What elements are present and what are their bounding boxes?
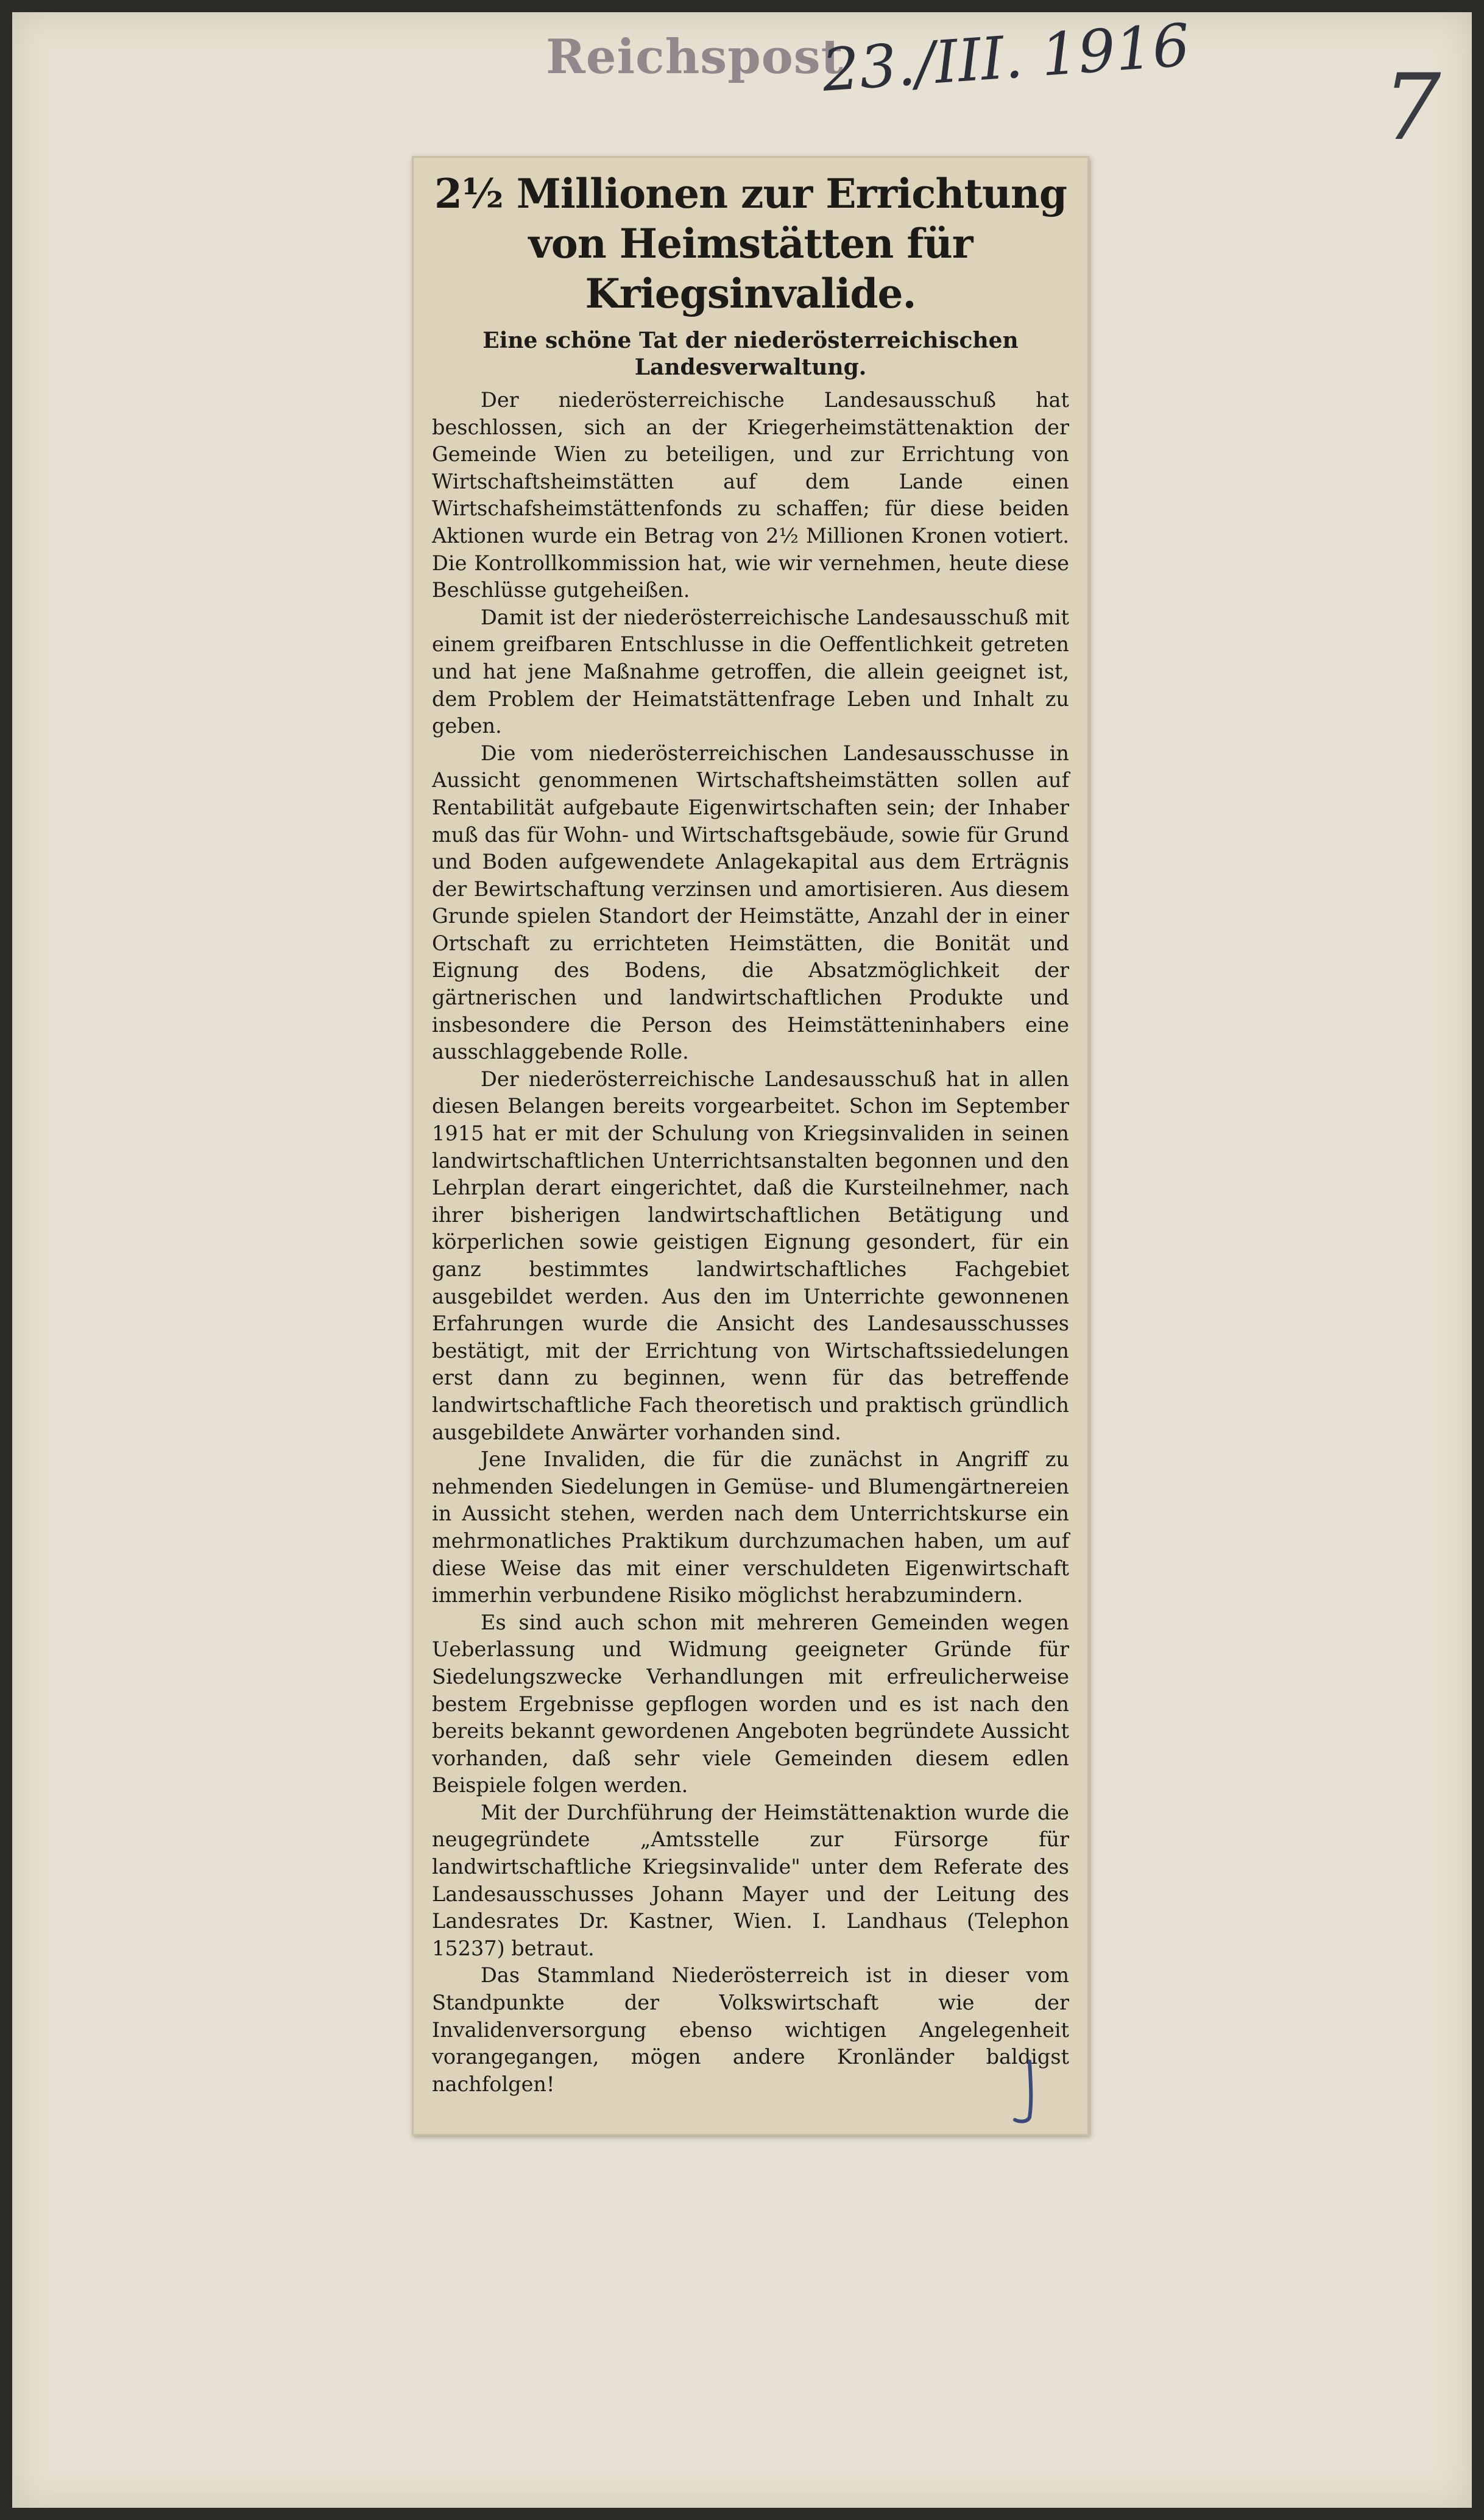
newspaper-stamp: Reichspost [546,29,844,85]
article-paragraph: Der niederösterreichische Landesausschuß hat in allen diesen Belangen bereits vorgearbeitet. Schon im September 1915 hat er mit der Schulung von Kriegsinvaliden in seinen landwirtschaftlichen Unterrichtsanstalten begonnen und den Lehrplan derart eingerichtet, daß die Kursteilnehmer, nach ihrer bisherigen landwirtschaftlichen Betätigung und körperlichen sowie geistigen Eignung gesondert, für ein ganz bestimmtes landwirtschaftliches Fachgebiet ausgebildet werden. Aus den im Unterrichte gewonnenen Erfahrungen wurde die Ansicht des Landesausschusses bestätigt, mit der Errichtung von Wirtschaftssiedelungen erst dann zu beginnen, wenn für das betreffende landwirtschaftliche Fach theoretisch und praktisch gründlich ausgebildete Anwärter vorhanden sind. [432,1067,1069,1444]
newspaper-clipping [412,156,1089,2136]
article-paragraph: Mit der Durchführung der Heimstättenaktion wurde die neugegründete „Amtsstelle zur Fürsorge für landwirtschaftliche Kriegsinvalide" unter dem Referate des Landesausschusses Johann Mayer und der Leitung des Landesrates Dr. Kastner, Wien. I. Landhaus (Telephon 15237) betraut. [432,1800,1069,1960]
article-paragraph: Die vom niederösterreichischen Landesausschusse in Aussicht genommenen Wirtschaftsheimstätten sollen auf Rentabilität aufgebaute Eigenwirtschaften sein; der Inhaber muß das für Wohn- und Wirtschaftsgebäude, sowie für Grund und Boden aufgewendete Anlagekapital aus dem Erträgnis der Bewirtschaftung verzinsen und amortisieren. Aus diesem Grunde spielen Standort der Heimstätte, Anzahl der in einer Ortschaft zu errichteten Heimstätten, die Bonität und Eignung des Bodens, die Absatzmöglichkeit der gärtnerischen und landwirtschaftlichen Produkte und insbesondere die Person des Heimstätteninhabers eine ausschlaggebende Rolle. [432,741,1069,1064]
handwritten-date: 23./III. 1916 [820,10,1192,105]
article-paragraph: Damit ist der niederösterreichische Landesausschuß mit einem greifbaren Entschlusse in die Oeffentlichkeit getreten und hat jene Maßnahme getroffen, die allein geeignet ist, dem Problem der Heimatstättenfrage Leben und Inhalt zu geben. [432,605,1069,738]
article-paragraph: Das Stammland Niederösterreich ist in dieser vom Standpunkte der Volkswirtschaft wie der Invalidenversorgung ebenso wichtigen Angelegenheit vorangegangen, mögen andere Kronländer baldigst nachfolgen! [432,1963,1069,2096]
article-paragraph: Der niederösterreichische Landesausschuß hat beschlossen, sich an der Kriegerheimstättenaktion der Gemeinde Wien zu beteiligen, und zur Errichtung von Wirtschaftsheimstätten auf dem Lande einen Wirtschafsheimstättenfonds zu schaffen; für diese beiden Aktionen wurde ein Betrag von 2½ Millionen Kronen votiert. Die Kontrollkommission hat, wie wir vernehmen, heute diese Beschlüsse gutgeheißen. [432,388,1069,602]
article-paragraph: Es sind auch schon mit mehreren Gemeinden wegen Ueberlassung und Widmung geeigneter Gründe für Siedelungszwecke Verhandlungen mit erfreulicherweise bestem Ergebnisse gepflogen worden und es ist nach den bereits bekannt gewordenen Angeboten begründete Aussicht vorhanden, daß sehr viele Gemeinden diesem edlen Beispiele folgen werden. [432,1610,1069,1798]
article-headline: 2½ Millionen zur Errichtung von Heimstätten für Kriegsinvalide. [434,170,1067,317]
article-subheadline: Eine schöne Tat der niederösterreichischen Landesverwaltung. [482,328,1019,380]
pen-mark-icon [1011,2059,1039,2126]
article-paragraph: Jene Invaliden, die für die zunächst in Angriff zu nehmenden Siedelungen in Gemüse- und Blumengärtnereien in Aussicht stehen, werden nach dem Unterrichtskurse ein mehrmonatliches Praktikum durchzumachen haben, um auf diese Weise das mit einer verschuldeten Eigenwirtschaft immerhin verbundene Risiko möglichst herabzumindern. [432,1447,1069,1608]
handwritten-mark: 7 [1383,55,1441,161]
